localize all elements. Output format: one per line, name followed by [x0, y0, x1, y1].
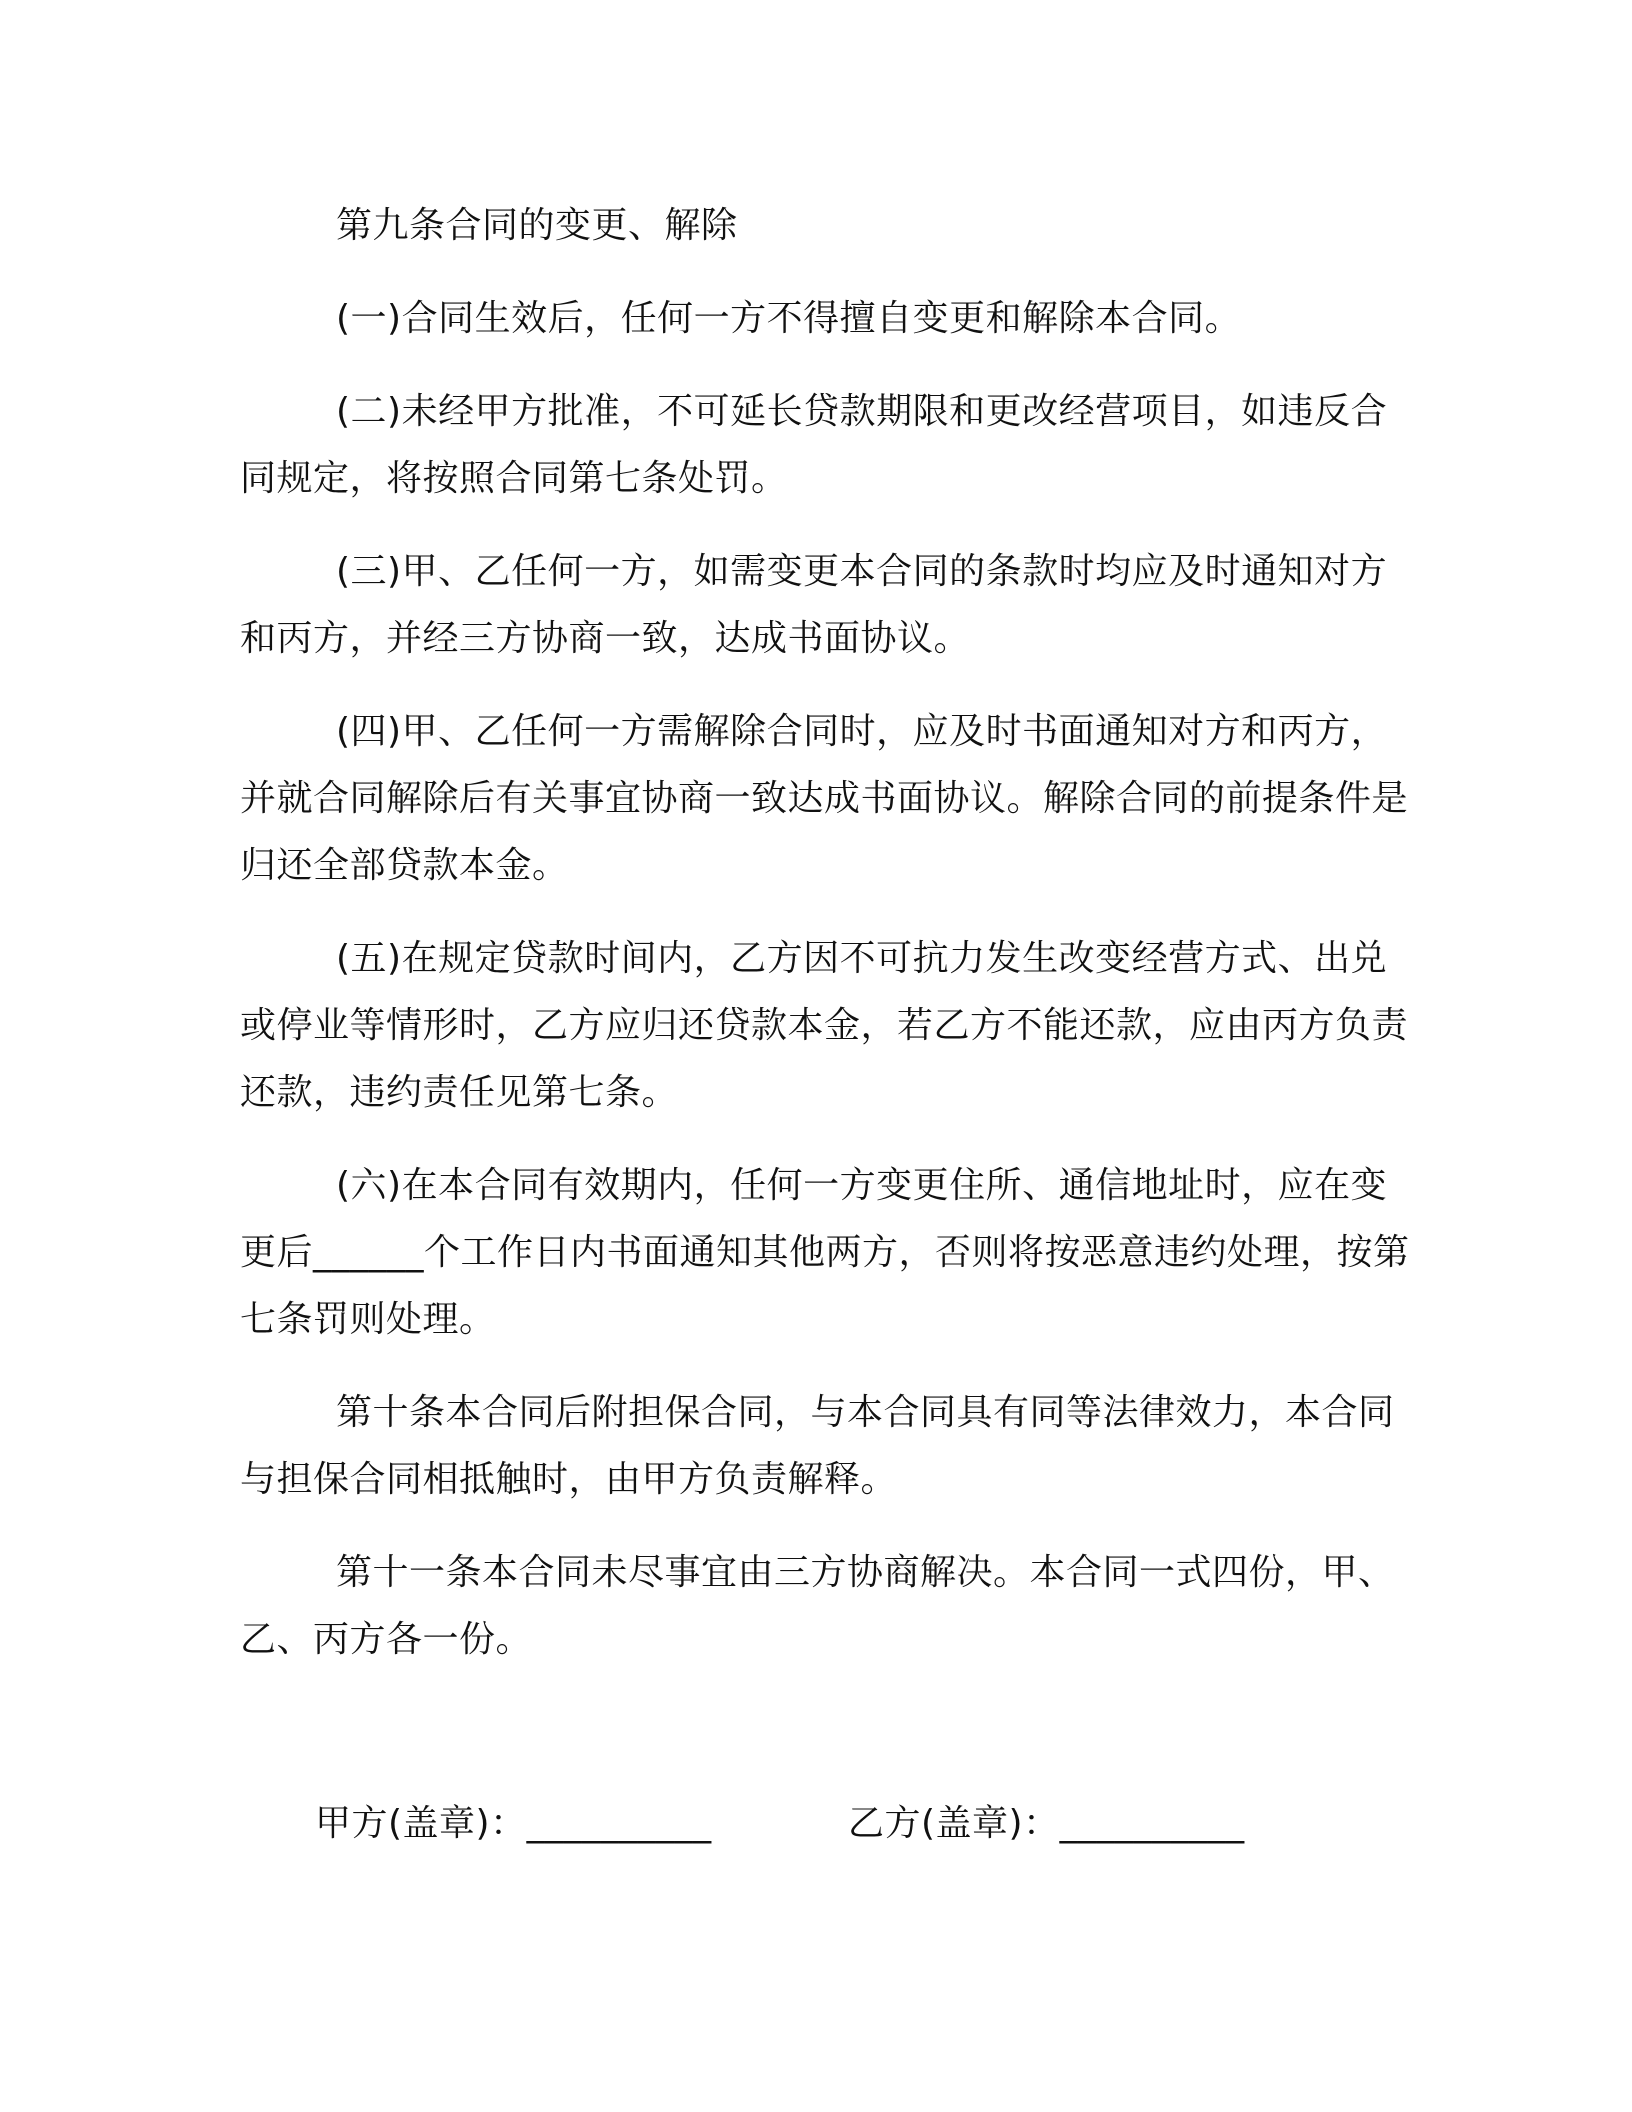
signature-block: [0, 1790, 1632, 1860]
clause-9-2: (二)未经甲方批准，不可延长贷款期限和更改经营项目，如违反合同规定，将按照合同第七条处罚。: [240, 391, 1388, 499]
party-b-signature: 乙方(盖章)：__________: [848, 1803, 1245, 1844]
article-11: 第十一条本合同未尽事宜由三方协商解决。本合同一式四份，甲、乙、丙方各一份。: [240, 1552, 1395, 1660]
clause-9-6: (六)在本合同有效期内，任何一方变更住所、通信地址时，应在变更后______个工作日内书面通知其他两方，否则将按恶意违约处理，按第七条罚则处理。: [240, 1165, 1410, 1340]
clause-9-4: (四)甲、乙任何一方需解除合同时，应及时书面通知对方和丙方，并就合同解除后有关事宜协商一致达成书面协议。解除合同的前提条件是归还全部贷款本金。: [240, 711, 1409, 886]
clause-9-5: (五)在规定贷款时间内，乙方因不可抗力发生改变经营方式、出兑或停业等情形时，乙方应归还贷款本金，若乙方不能还款，应由丙方负责还款，违约责任见第七条。: [240, 938, 1409, 1113]
clause-9-1: (一)合同生效后，任何一方不得擅自变更和解除本合同。: [336, 298, 1242, 339]
article-10: 第十条本合同后附担保合同，与本合同具有同等法律效力，本合同与担保合同相抵触时，由甲方负责解释。: [240, 1392, 1395, 1500]
contract-body: [240, 192, 1410, 1673]
article-9-heading: 第九条合同的变更、解除: [336, 205, 738, 246]
clause-9-3: (三)甲、乙任何一方，如需变更本合同的条款时均应及时通知对方和丙方，并经三方协商一致，达成书面协议。: [240, 551, 1388, 659]
party-a-signature: 甲方(盖章)：__________: [315, 1803, 712, 1844]
